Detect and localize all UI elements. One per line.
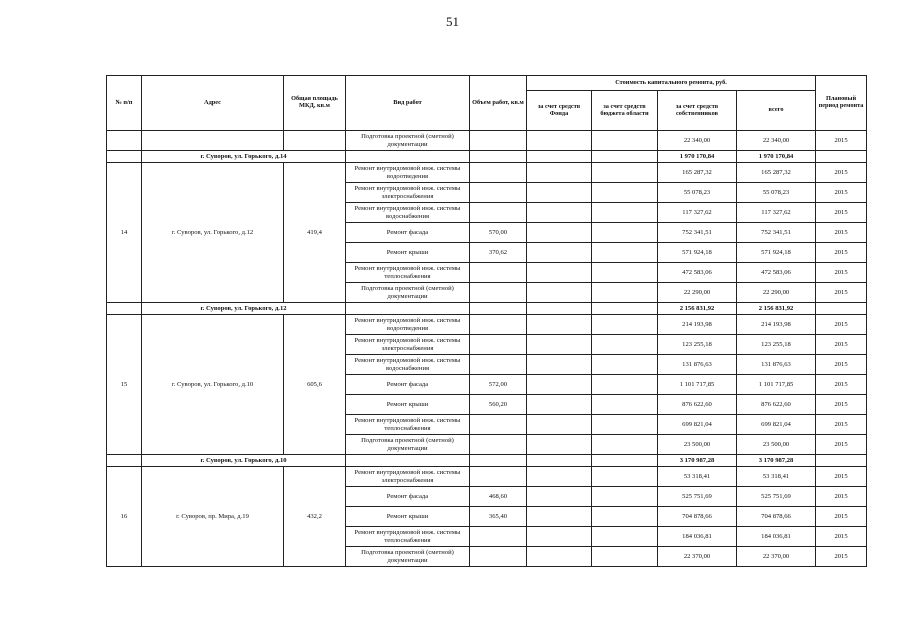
total-cell: 876 622,60 [737,395,816,415]
subtotal-total: 1 970 170,84 [737,151,816,163]
period-cell: 2015 [816,415,867,435]
region-cell [592,355,658,375]
row-number: 16 [107,467,142,567]
work-type-cell: Ремонт фасада [346,487,470,507]
total-cell: 53 318,41 [737,467,816,487]
volume-cell [470,527,527,547]
area-cell: 419,4 [284,163,346,303]
fund-cell [527,315,592,335]
owners-cell: 165 287,32 [658,163,737,183]
owners-cell: 55 078,23 [658,183,737,203]
work-type-cell: Ремонт фасада [346,223,470,243]
subtotal-period [816,455,867,467]
period-cell: 2015 [816,527,867,547]
fund-cell [527,283,592,303]
region-cell [592,415,658,435]
volume-cell: 560,20 [470,395,527,415]
region-cell [592,263,658,283]
address-cell: г. Суворов, ул. Горького, д.12 [142,163,284,303]
total-cell: 571 924,18 [737,243,816,263]
subtotal-owners: 1 970 170,84 [658,151,737,163]
fund-cell [527,375,592,395]
period-cell: 2015 [816,223,867,243]
period-cell: 2015 [816,435,867,455]
work-type-cell: Ремонт внутридомовой инж. системы теплоснабжения [346,527,470,547]
region-cell [592,183,658,203]
owners-cell: 1 101 717,85 [658,375,737,395]
volume-cell: 570,00 [470,223,527,243]
volume-cell [470,355,527,375]
volume-cell [470,467,527,487]
volume-cell: 365,40 [470,507,527,527]
subtotal-region [592,455,658,467]
fund-cell [527,527,592,547]
region-cell [592,315,658,335]
period-cell: 2015 [816,263,867,283]
owners-cell: 699 821,04 [658,415,737,435]
region-cell [592,163,658,183]
region-cell [592,243,658,263]
work-type-cell: Ремонт внутридомовой инж. системы теплоснабжения [346,263,470,283]
region-cell [592,467,658,487]
subtotal-row [107,303,867,315]
total-cell: 55 078,23 [737,183,816,203]
volume-cell [470,203,527,223]
total-cell: 117 327,62 [737,203,816,223]
work-type-cell: Подготовка проектной (сметной) документации [346,283,470,303]
owners-cell: 53 318,41 [658,467,737,487]
period-cell: 2015 [816,547,867,567]
period-cell: 2015 [816,131,867,151]
volume-cell [470,415,527,435]
period-cell: 2015 [816,335,867,355]
volume-cell [470,263,527,283]
work-type-cell: Ремонт внутридомовой инж. системы водоснабжения [346,203,470,223]
owners-cell: 571 924,18 [658,243,737,263]
region-cell [592,203,658,223]
subtotal-row [107,455,867,467]
period-cell: 2015 [816,163,867,183]
subtotal-volume [470,303,527,315]
volume-cell [470,315,527,335]
region-cell [592,375,658,395]
fund-cell [527,263,592,283]
fund-cell [527,395,592,415]
region-cell [592,507,658,527]
header-owners: за счет средств собственников [658,91,737,131]
work-type-cell: Ремонт крыши [346,243,470,263]
owners-cell: 23 500,00 [658,435,737,455]
header-total: всего [737,91,816,131]
header-num: № п/п [107,76,142,131]
volume-cell: 468,60 [470,487,527,507]
table-row [107,131,867,151]
volume-cell [470,283,527,303]
fund-cell [527,467,592,487]
total-cell: 23 500,00 [737,435,816,455]
period-cell: 2015 [816,487,867,507]
header-volume: Объем работ, кв.м [470,76,527,131]
fund-cell [527,435,592,455]
owners-cell: 704 878,66 [658,507,737,527]
page-number: 51 [446,14,459,29]
owners-cell: 876 622,60 [658,395,737,415]
work-type-cell: Ремонт фасада [346,375,470,395]
region-cell [592,487,658,507]
row-number: 14 [107,163,142,303]
fund-cell [527,507,592,527]
subtotal-fund [527,303,592,315]
owners-cell: 131 876,63 [658,355,737,375]
owners-cell: 22 340,00 [658,131,737,151]
region-cell [592,435,658,455]
owners-cell: 472 583,06 [658,263,737,283]
header-region: за счет средств бюджета области [592,91,658,131]
fund-cell [527,335,592,355]
period-cell: 2015 [816,243,867,263]
header-address: Адрес [142,76,284,131]
header-area: Общая площадь МКД, кв.м [284,76,346,131]
subtotal-address: г. Суворов, ул. Горького, д.10 [142,455,346,467]
header-cost-group: Стоимость капитального ремонта, руб. [527,76,816,91]
fund-cell [527,415,592,435]
work-type-cell: Ремонт внутридомовой инж. системы теплоснабжения [346,415,470,435]
total-cell: 525 751,69 [737,487,816,507]
period-cell: 2015 [816,507,867,527]
fund-cell [527,355,592,375]
volume-cell [470,335,527,355]
period-cell: 2015 [816,375,867,395]
owners-cell: 123 255,18 [658,335,737,355]
total-cell: 1 101 717,85 [737,375,816,395]
header-fund: за счет средств Фонда [527,91,592,131]
subtotal-row [107,151,867,163]
fund-cell [527,243,592,263]
table-header [107,76,867,131]
work-type-cell: Ремонт внутридомовой инж. системы электроснабжения [346,335,470,355]
fund-cell [527,183,592,203]
period-cell: 2015 [816,395,867,415]
owners-cell: 22 370,00 [658,547,737,567]
period-cell: 2015 [816,283,867,303]
work-type-cell: Ремонт внутридомовой инж. системы водоотведения [346,163,470,183]
table-row [107,315,867,335]
subtotal-num [107,303,142,315]
fund-cell [527,487,592,507]
subtotal-owners: 2 156 831,92 [658,303,737,315]
subtotal-num [107,455,142,467]
subtotal-work [346,455,470,467]
total-cell: 699 821,04 [737,415,816,435]
total-cell: 184 036,81 [737,527,816,547]
fund-cell [527,223,592,243]
owners-cell: 214 193,98 [658,315,737,335]
address-cell: г. Суворов, ул. Горького, д.10 [142,315,284,455]
period-cell: 2015 [816,355,867,375]
subtotal-volume [470,455,527,467]
header-period: Плановый период ремонта [816,76,867,131]
work-type-cell: Ремонт внутридомовой инж. системы электроснабжения [346,467,470,487]
work-type-cell: Подготовка проектной (сметной) документации [346,435,470,455]
work-type-cell: Ремонт крыши [346,507,470,527]
owners-cell: 22 290,00 [658,283,737,303]
work-type-cell: Ремонт крыши [346,395,470,415]
subtotal-total: 3 170 987,28 [737,455,816,467]
region-cell [592,527,658,547]
owners-cell: 184 036,81 [658,527,737,547]
total-cell: 704 878,66 [737,507,816,527]
table-row [107,163,867,183]
subtotal-address: г. Суворов, ул. Горького, д.12 [142,303,346,315]
volume-cell [470,163,527,183]
volume-cell [470,547,527,567]
volume-cell [470,183,527,203]
owners-cell: 525 751,69 [658,487,737,507]
owners-cell: 117 327,62 [658,203,737,223]
subtotal-region [592,303,658,315]
table-row [107,467,867,487]
repair-table [106,75,867,567]
table-body [107,131,867,567]
address-cell: г. Суворов, пр. Мира, д.19 [142,467,284,567]
fund-cell [527,163,592,183]
owners-cell: 752 341,51 [658,223,737,243]
region-cell [592,223,658,243]
subtotal-work [346,303,470,315]
work-type-cell: Подготовка проектной (сметной) документации [346,547,470,567]
total-cell: 22 370,00 [737,547,816,567]
subtotal-owners: 3 170 987,28 [658,455,737,467]
period-cell: 2015 [816,183,867,203]
work-type-cell: Ремонт внутридомовой инж. системы водоотведения [346,315,470,335]
work-type-cell: Ремонт внутридомовой инж. системы электроснабжения [346,183,470,203]
volume-cell: 370,62 [470,243,527,263]
work-type-cell: Подготовка проектной (сметной) документации [346,131,470,151]
area-cell: 432,2 [284,467,346,567]
total-cell: 214 193,98 [737,315,816,335]
total-cell: 123 255,18 [737,335,816,355]
subtotal-period [816,303,867,315]
total-cell: 131 876,63 [737,355,816,375]
fund-cell [527,203,592,223]
region-cell [592,395,658,415]
fund-cell [527,547,592,567]
total-cell: 22 290,00 [737,283,816,303]
total-cell: 752 341,51 [737,223,816,243]
row-number: 15 [107,315,142,455]
subtotal-total: 2 156 831,92 [737,303,816,315]
volume-cell: 572,00 [470,375,527,395]
total-cell: 22 340,00 [737,131,816,151]
period-cell: 2015 [816,315,867,335]
region-cell [592,335,658,355]
area-cell: 605,6 [284,315,346,455]
period-cell: 2015 [816,467,867,487]
work-type-cell: Ремонт внутридомовой инж. системы водоснабжения [346,355,470,375]
period-cell: 2015 [816,203,867,223]
header-work-type: Вид работ [346,76,470,131]
subtotal-fund [527,455,592,467]
region-cell [592,547,658,567]
region-cell [592,283,658,303]
subtotal-address: г. Суворов, ул. Горького, д.14 [142,151,346,163]
volume-cell [470,435,527,455]
total-cell: 472 583,06 [737,263,816,283]
total-cell: 165 287,32 [737,163,816,183]
